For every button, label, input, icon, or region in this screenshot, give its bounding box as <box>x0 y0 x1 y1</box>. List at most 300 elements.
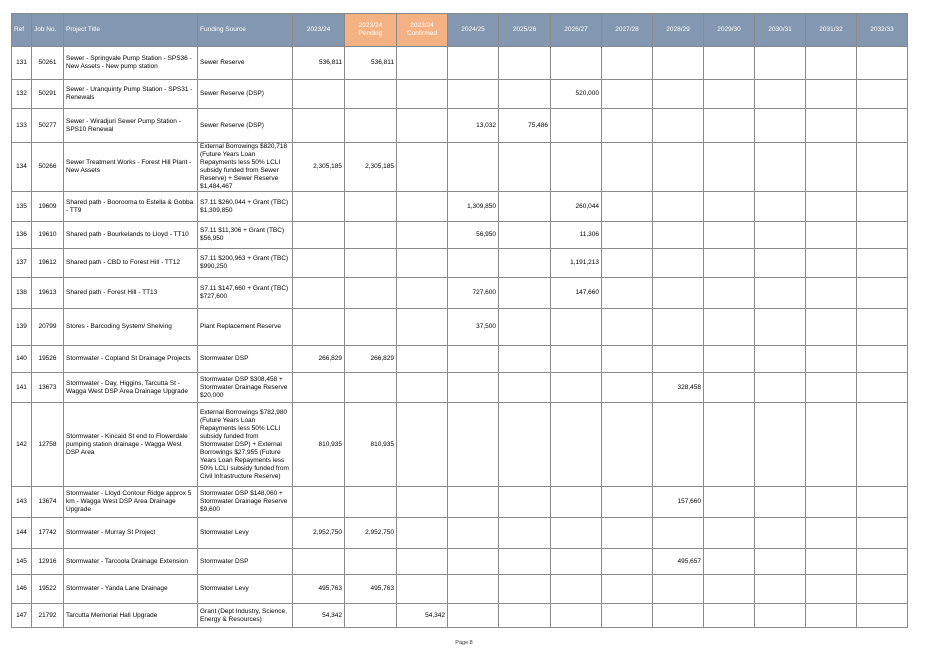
amount-cell <box>499 575 551 604</box>
amount-cell: 54,342 <box>397 604 448 628</box>
amount-cell <box>704 549 755 575</box>
amount-cell: 536,811 <box>293 47 345 80</box>
amount-cell <box>857 109 908 143</box>
table-row <box>12 80 908 109</box>
amount-cell <box>448 575 499 604</box>
project-title-cell: Shared path - Forest Hill - TT13 <box>64 278 198 309</box>
funding-source-cell: Stormwater DSP <box>198 346 293 373</box>
amount-cell: 2,305,185 <box>345 143 397 192</box>
amount-cell <box>755 604 806 628</box>
amount-cell <box>806 604 857 628</box>
job-number-cell: 20799 <box>32 309 64 346</box>
amount-cell: 54,342 <box>293 604 345 628</box>
amount-cell <box>499 346 551 373</box>
amount-cell: 1,309,850 <box>448 192 499 222</box>
amount-cell <box>345 309 397 346</box>
project-title-cell: Sewer - Uranquinty Pump Station - SPS31 - Renewals <box>64 80 198 109</box>
project-title-cell: Stormwater - Tarcoola Drainage Extension <box>64 549 198 575</box>
amount-cell <box>857 80 908 109</box>
amount-cell <box>602 575 653 604</box>
project-title-cell: Tarcutta Memorial Hall Upgrade <box>64 604 198 628</box>
table-row <box>12 109 908 143</box>
page-number: Page 8 <box>455 640 473 646</box>
ref-cell: 131 <box>12 47 32 80</box>
amount-cell: 328,458 <box>653 373 704 403</box>
amount-cell <box>499 604 551 628</box>
amount-cell: 1,191,213 <box>551 249 602 278</box>
funding-source-cell: Plant Replacement Reserve <box>198 309 293 346</box>
project-title-cell: Stores - Barcoding System/ Shelving <box>64 309 198 346</box>
amount-cell <box>806 309 857 346</box>
amount-cell <box>857 192 908 222</box>
amount-cell <box>448 373 499 403</box>
amount-cell <box>806 47 857 80</box>
amount-cell <box>857 222 908 249</box>
job-number-cell: 12916 <box>32 549 64 575</box>
table-row <box>12 278 908 309</box>
amount-cell <box>806 278 857 309</box>
amount-cell <box>755 249 806 278</box>
amount-cell <box>755 373 806 403</box>
project-title-cell: Sewer - Springvale Pump Station - SPS36 - New Assets - New pump station <box>64 47 198 80</box>
amount-cell <box>293 309 345 346</box>
amount-cell <box>755 109 806 143</box>
amount-cell <box>448 403 499 487</box>
amount-cell <box>806 403 857 487</box>
amount-cell <box>806 575 857 604</box>
amount-cell: 75,486 <box>499 109 551 143</box>
amount-cell <box>551 109 602 143</box>
project-title-cell: Stormwater - Copland St Drainage Projects <box>64 346 198 373</box>
table-row <box>12 192 908 222</box>
amount-cell <box>704 143 755 192</box>
amount-cell <box>551 403 602 487</box>
amount-cell <box>345 249 397 278</box>
amount-cell <box>499 278 551 309</box>
amount-cell <box>551 346 602 373</box>
amount-cell <box>499 249 551 278</box>
funding-source-cell: S7.11 $11,306 + Grant (TBC) $56,950 <box>198 222 293 249</box>
amount-cell <box>755 518 806 549</box>
funding-source-cell: Stormwater Levy <box>198 518 293 549</box>
amount-cell <box>704 109 755 143</box>
ref-cell: 132 <box>12 80 32 109</box>
amount-cell <box>857 403 908 487</box>
column-header: Project Title <box>64 14 198 47</box>
funding-source-cell: S7.11 $260,044 + Grant (TBC) $1,309,850 <box>198 192 293 222</box>
amount-cell <box>448 604 499 628</box>
table-row <box>12 143 908 192</box>
amount-cell <box>704 346 755 373</box>
amount-cell <box>397 278 448 309</box>
job-number-cell: 19609 <box>32 192 64 222</box>
amount-cell <box>755 192 806 222</box>
amount-cell <box>653 604 704 628</box>
funding-source-cell: Sewer Reserve <box>198 47 293 80</box>
amount-cell <box>857 604 908 628</box>
amount-cell <box>653 80 704 109</box>
amount-cell <box>653 143 704 192</box>
ref-cell: 138 <box>12 278 32 309</box>
amount-cell <box>602 249 653 278</box>
ref-cell: 141 <box>12 373 32 403</box>
amount-cell <box>806 549 857 575</box>
amount-cell <box>345 80 397 109</box>
amount-cell: 37,500 <box>448 309 499 346</box>
amount-cell <box>397 373 448 403</box>
amount-cell <box>704 518 755 549</box>
amount-cell <box>345 109 397 143</box>
amount-cell <box>653 109 704 143</box>
amount-cell <box>704 487 755 518</box>
job-number-cell: 19522 <box>32 575 64 604</box>
amount-cell <box>345 222 397 249</box>
amount-cell <box>345 278 397 309</box>
column-header: 2025/26 <box>499 14 551 47</box>
job-number-cell: 50291 <box>32 80 64 109</box>
column-header: 2024/25 <box>448 14 499 47</box>
ref-cell: 137 <box>12 249 32 278</box>
column-header: 2031/32 <box>806 14 857 47</box>
amount-cell <box>653 575 704 604</box>
amount-cell <box>602 604 653 628</box>
amount-cell <box>397 80 448 109</box>
amount-cell <box>704 192 755 222</box>
amount-cell: 2,952,750 <box>293 518 345 549</box>
amount-cell <box>602 549 653 575</box>
amount-cell <box>602 47 653 80</box>
amount-cell <box>448 549 499 575</box>
amount-cell <box>806 109 857 143</box>
amount-cell <box>653 192 704 222</box>
amount-cell <box>857 575 908 604</box>
table-row <box>12 249 908 278</box>
amount-cell <box>704 403 755 487</box>
table-row <box>12 403 908 487</box>
amount-cell <box>293 80 345 109</box>
table-row <box>12 222 908 249</box>
amount-cell <box>755 143 806 192</box>
amount-cell <box>602 80 653 109</box>
ref-cell: 140 <box>12 346 32 373</box>
amount-cell: 727,600 <box>448 278 499 309</box>
amount-cell <box>653 222 704 249</box>
amount-cell <box>755 487 806 518</box>
amount-cell <box>397 47 448 80</box>
ref-cell: 142 <box>12 403 32 487</box>
amount-cell <box>551 487 602 518</box>
table-body <box>12 47 908 628</box>
amount-cell: 266,829 <box>293 346 345 373</box>
amount-cell <box>551 549 602 575</box>
amount-cell: 495,763 <box>293 575 345 604</box>
amount-cell <box>602 309 653 346</box>
project-title-cell: Shared path - CBD to Forest Hill - TT12 <box>64 249 198 278</box>
column-header: 2027/28 <box>602 14 653 47</box>
amount-cell <box>755 346 806 373</box>
amount-cell <box>857 549 908 575</box>
amount-cell <box>602 518 653 549</box>
amount-cell <box>857 346 908 373</box>
table-row <box>12 549 908 575</box>
amount-cell <box>806 222 857 249</box>
amount-cell <box>653 518 704 549</box>
funding-source-cell: External Borrowings $820,718 (Future Years Loan Repayments less 50% LCLI subsidy funded from Sewer Reserve) + Sewer Reserve $1,484,467 <box>198 143 293 192</box>
amount-cell <box>397 403 448 487</box>
amount-cell <box>499 222 551 249</box>
ref-cell: 139 <box>12 309 32 346</box>
amount-cell <box>653 249 704 278</box>
amount-cell <box>448 249 499 278</box>
funding-source-cell: Sewer Reserve (DSP) <box>198 109 293 143</box>
column-header: Job No. <box>32 14 64 47</box>
amount-cell: 810,935 <box>293 403 345 487</box>
project-title-cell: Sewer Treatment Works - Forest Hill Plant - New Assets <box>64 143 198 192</box>
table-row <box>12 487 908 518</box>
amount-cell <box>704 575 755 604</box>
amount-cell <box>345 604 397 628</box>
amount-cell <box>448 80 499 109</box>
amount-cell <box>806 80 857 109</box>
amount-cell <box>755 278 806 309</box>
amount-cell <box>704 373 755 403</box>
job-number-cell: 50261 <box>32 47 64 80</box>
amount-cell <box>857 143 908 192</box>
amount-cell <box>397 346 448 373</box>
header-row <box>12 14 908 47</box>
ref-cell: 143 <box>12 487 32 518</box>
amount-cell <box>755 47 806 80</box>
amount-cell <box>293 192 345 222</box>
amount-cell <box>448 518 499 549</box>
column-header: 2023/24 Confirmed <box>397 14 448 47</box>
amount-cell: 13,032 <box>448 109 499 143</box>
amount-cell <box>293 278 345 309</box>
amount-cell <box>397 549 448 575</box>
amount-cell: 2,305,185 <box>293 143 345 192</box>
amount-cell <box>755 309 806 346</box>
amount-cell <box>499 143 551 192</box>
funding-source-cell: Stormwater DSP $148,060 + Stormwater Drainage Reserve $9,600 <box>198 487 293 518</box>
amount-cell: 520,000 <box>551 80 602 109</box>
amount-cell <box>755 403 806 487</box>
amount-cell <box>806 487 857 518</box>
amount-cell <box>397 192 448 222</box>
amount-cell <box>704 249 755 278</box>
amount-cell <box>755 575 806 604</box>
amount-cell <box>857 518 908 549</box>
amount-cell <box>551 604 602 628</box>
amount-cell <box>345 549 397 575</box>
amount-cell: 495,657 <box>653 549 704 575</box>
ref-cell: 146 <box>12 575 32 604</box>
amount-cell: 147,660 <box>551 278 602 309</box>
amount-cell <box>499 192 551 222</box>
amount-cell <box>448 487 499 518</box>
amount-cell <box>551 575 602 604</box>
amount-cell <box>499 47 551 80</box>
project-title-cell: Sewer - Wiradjuri Sewer Pump Station - SPS10 Renewal <box>64 109 198 143</box>
amount-cell <box>397 518 448 549</box>
amount-cell <box>345 373 397 403</box>
column-header: 2029/30 <box>704 14 755 47</box>
amount-cell <box>704 278 755 309</box>
table-row <box>12 518 908 549</box>
ref-cell: 144 <box>12 518 32 549</box>
amount-cell <box>499 309 551 346</box>
amount-cell: 266,829 <box>345 346 397 373</box>
amount-cell <box>551 143 602 192</box>
amount-cell <box>857 373 908 403</box>
job-number-cell: 21792 <box>32 604 64 628</box>
project-title-cell: Stormwater - Day, Higgins, Tarcutta St - Wagga West DSP Area Drainage Upgrade <box>64 373 198 403</box>
amount-cell <box>857 249 908 278</box>
amount-cell <box>704 309 755 346</box>
amount-cell <box>602 403 653 487</box>
funding-source-cell: Grant (Dept Industry, Science, Energy & Resources) <box>198 604 293 628</box>
project-title-cell: Stormwater - Yanda Lane Drainage <box>64 575 198 604</box>
amount-cell <box>551 518 602 549</box>
amount-cell <box>397 222 448 249</box>
column-header: Ref <box>12 14 32 47</box>
amount-cell <box>755 80 806 109</box>
funding-source-cell: External Borrowings $782,980 (Future Years Loan Repayments less 50% LCLI subsidy funded from Stormwater DSP) + External Borrowings $27,955 (Future Years Loan Repayments less 50% LCLI subsidy funded from Civil Infrastructure Reserve) <box>198 403 293 487</box>
table-row <box>12 575 908 604</box>
amount-cell <box>345 192 397 222</box>
table-row <box>12 373 908 403</box>
amount-cell <box>857 487 908 518</box>
amount-cell <box>602 373 653 403</box>
amount-cell: 260,044 <box>551 192 602 222</box>
amount-cell: 495,763 <box>345 575 397 604</box>
amount-cell <box>397 309 448 346</box>
amount-cell <box>448 47 499 80</box>
funding-source-cell: Stormwater DSP $308,458 + Stormwater Drainage Reserve $20,000 <box>198 373 293 403</box>
ref-cell: 147 <box>12 604 32 628</box>
amount-cell <box>499 403 551 487</box>
job-number-cell: 19526 <box>32 346 64 373</box>
amount-cell <box>499 80 551 109</box>
column-header: Funding Source <box>198 14 293 47</box>
column-header: 2028/29 <box>653 14 704 47</box>
amount-cell <box>602 192 653 222</box>
funding-source-cell: Stormwater Levy <box>198 575 293 604</box>
amount-cell <box>806 249 857 278</box>
amount-cell <box>806 346 857 373</box>
job-number-cell: 19613 <box>32 278 64 309</box>
ref-cell: 133 <box>12 109 32 143</box>
funding-source-cell: Sewer Reserve (DSP) <box>198 80 293 109</box>
amount-cell <box>293 487 345 518</box>
amount-cell <box>602 487 653 518</box>
ref-cell: 145 <box>12 549 32 575</box>
amount-cell: 536,811 <box>345 47 397 80</box>
table-row <box>12 309 908 346</box>
amount-cell: 157,660 <box>653 487 704 518</box>
amount-cell <box>704 80 755 109</box>
column-header: 2023/24 <box>293 14 345 47</box>
amount-cell <box>551 47 602 80</box>
funding-source-cell: Stormwater DSP <box>198 549 293 575</box>
amount-cell <box>551 373 602 403</box>
project-title-cell: Stormwater - Kincaid St end to Flowerdale pumping station drainage - Wagga West DSP Area <box>64 403 198 487</box>
amount-cell <box>397 487 448 518</box>
amount-cell <box>755 222 806 249</box>
amount-cell: 2,952,750 <box>345 518 397 549</box>
amount-cell <box>448 143 499 192</box>
job-number-cell: 13673 <box>32 373 64 403</box>
amount-cell <box>345 487 397 518</box>
amount-cell: 11,306 <box>551 222 602 249</box>
amount-cell <box>397 109 448 143</box>
table-row <box>12 346 908 373</box>
amount-cell <box>499 373 551 403</box>
amount-cell <box>806 192 857 222</box>
amount-cell <box>653 278 704 309</box>
amount-cell: 56,950 <box>448 222 499 249</box>
job-number-cell: 50277 <box>32 109 64 143</box>
project-title-cell: Shared path - Bourkelands to Lloyd - TT10 <box>64 222 198 249</box>
amount-cell <box>293 249 345 278</box>
amount-cell <box>397 249 448 278</box>
funding-source-cell: S7.11 $147,660 + Grant (TBC) $727,600 <box>198 278 293 309</box>
amount-cell <box>806 518 857 549</box>
amount-cell: 810,935 <box>345 403 397 487</box>
amount-cell <box>653 346 704 373</box>
table-row <box>12 604 908 628</box>
amount-cell <box>857 309 908 346</box>
amount-cell <box>397 575 448 604</box>
ref-cell: 135 <box>12 192 32 222</box>
job-number-cell: 19610 <box>32 222 64 249</box>
amount-cell <box>653 403 704 487</box>
job-number-cell: 50266 <box>32 143 64 192</box>
amount-cell <box>293 549 345 575</box>
amount-cell <box>704 47 755 80</box>
job-number-cell: 12758 <box>32 403 64 487</box>
job-number-cell: 13674 <box>32 487 64 518</box>
amount-cell <box>499 487 551 518</box>
amount-cell <box>448 346 499 373</box>
amount-cell <box>653 309 704 346</box>
amount-cell <box>704 222 755 249</box>
column-header: 2026/27 <box>551 14 602 47</box>
amount-cell <box>602 346 653 373</box>
funding-source-cell: S7.11 $200,963 + Grant (TBC) $990,250 <box>198 249 293 278</box>
ref-cell: 134 <box>12 143 32 192</box>
column-header: 2032/33 <box>857 14 908 47</box>
amount-cell <box>293 373 345 403</box>
job-number-cell: 19612 <box>32 249 64 278</box>
amount-cell <box>602 278 653 309</box>
amount-cell <box>551 309 602 346</box>
amount-cell <box>704 604 755 628</box>
amount-cell <box>397 143 448 192</box>
amount-cell <box>653 47 704 80</box>
job-number-cell: 17742 <box>32 518 64 549</box>
capital-works-table <box>11 13 908 628</box>
amount-cell <box>293 222 345 249</box>
project-title-cell: Shared path - Boorooma to Estella & Gobba - TT9 <box>64 192 198 222</box>
project-title-cell: Stormwater - Murray St Project <box>64 518 198 549</box>
amount-cell <box>602 222 653 249</box>
amount-cell <box>857 47 908 80</box>
project-title-cell: Stormwater - Lloyd Contour Ridge approx 5 km - Wagga West DSP Area Drainage Upgrade <box>64 487 198 518</box>
amount-cell <box>857 278 908 309</box>
column-header: 2023/24 Pending <box>345 14 397 47</box>
amount-cell <box>755 549 806 575</box>
amount-cell <box>293 109 345 143</box>
